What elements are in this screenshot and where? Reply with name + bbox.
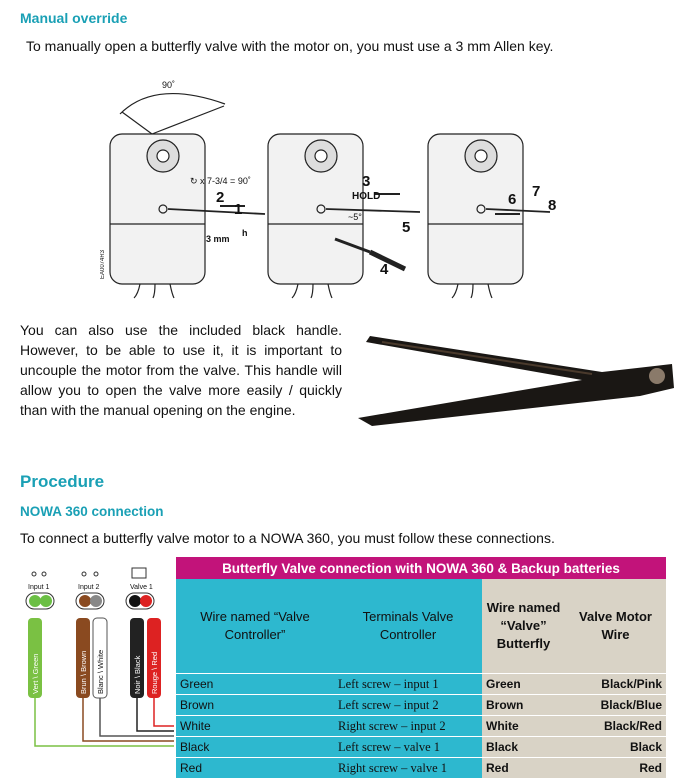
cell-butterfly-wire: Red [482,758,565,778]
wire-label-red: Rouge \ Red [150,652,159,694]
header-wire-controller: Wire named “Valve Controller” [176,579,334,674]
wiring-diagram [14,566,174,761]
wiring-input-1-label: Input 1 [28,584,50,591]
cell-terminal: Right screw – valve 1 [334,758,482,778]
wire-label-black: Noir \ Black [133,655,142,694]
handle-paragraph: You can also use the included black handle. However, to be able to use it, it is important to uncouple the motor from the valve. This handle will allow you to open the valve more easily / quickly than with the manual opening on the engine. [20,320,342,420]
turns-label: ↻ x 7-3/4 = 90˚ [190,176,251,186]
cell-terminal: Left screw – input 2 [334,695,482,716]
allen-size-label: 3 mm [206,234,230,244]
intro-text: To manually open a butterfly valve with the motor on, you must use a 3 mm Allen key. [26,38,553,54]
step-1: 1 [234,201,242,218]
cell-motor-wire: Black/Blue [565,695,666,716]
header-wire-butterfly: Wire named “Valve” Butterfly [482,579,565,674]
section-title-procedure: Procedure [20,472,104,492]
table-row [176,695,666,716]
cell-motor-wire: Black/Pink [565,674,666,695]
table-row [176,716,666,737]
cell-butterfly-wire: White [482,716,565,737]
cell-controller-wire: Brown [176,695,334,716]
wiring-input-2-label: Input 2 [78,584,100,591]
header-terminals: Terminals Valve Controller [334,579,482,674]
connection-table [176,557,666,778]
wire-label-green: Vert \ Green [31,654,40,694]
wiring-valve-1-label: Valve 1 [130,584,153,591]
cell-controller-wire: Red [176,758,334,778]
degree-label: ~5° [348,212,362,222]
subsection-title-nowa: NOWA 360 connection [20,504,164,519]
cell-controller-wire: Green [176,674,334,695]
table-header-row [176,579,666,674]
step-6: 6 [508,191,516,208]
angle-label: 90˚ [162,80,175,90]
figure-code-label: EA0074R3 [100,249,106,279]
black-handle-image [352,330,678,430]
cell-butterfly-wire: Black [482,737,565,758]
table-row [176,737,666,758]
connection-intro-text: To connect a butterfly valve motor to a NOWA 360, you must follow these connections. [20,530,555,546]
header-motor-wire: Valve Motor Wire [565,579,666,674]
step-8: 8 [548,197,556,214]
cell-controller-wire: White [176,716,334,737]
step-7: 7 [532,183,540,200]
cell-terminal: Left screw – input 1 [334,674,482,695]
step-4: 4 [380,261,389,278]
cell-motor-wire: Black/Red [565,716,666,737]
cell-motor-wire: Red [565,758,666,778]
cell-butterfly-wire: Brown [482,695,565,716]
cell-controller-wire: Black [176,737,334,758]
cell-terminal: Right screw – input 2 [334,716,482,737]
cell-motor-wire: Black [565,737,666,758]
section-title-manual-override: Manual override [20,10,127,26]
table-title-row [176,557,666,579]
actuator-override-figure [100,74,570,304]
table-title: Butterfly Valve connection with NOWA 360 & Backup batteries [176,557,666,579]
cell-butterfly-wire: Green [482,674,565,695]
hold-label: HOLD [352,191,380,202]
step-3: 3 [362,173,370,190]
cell-terminal: Left screw – valve 1 [334,737,482,758]
step-2: 2 [216,189,224,206]
wire-label-brown: Brun \ Brown [79,651,88,694]
step-5: 5 [402,219,410,236]
table-row [176,674,666,695]
wire-label-white: Blanc \ White [96,650,105,694]
h-label: h [242,228,248,238]
